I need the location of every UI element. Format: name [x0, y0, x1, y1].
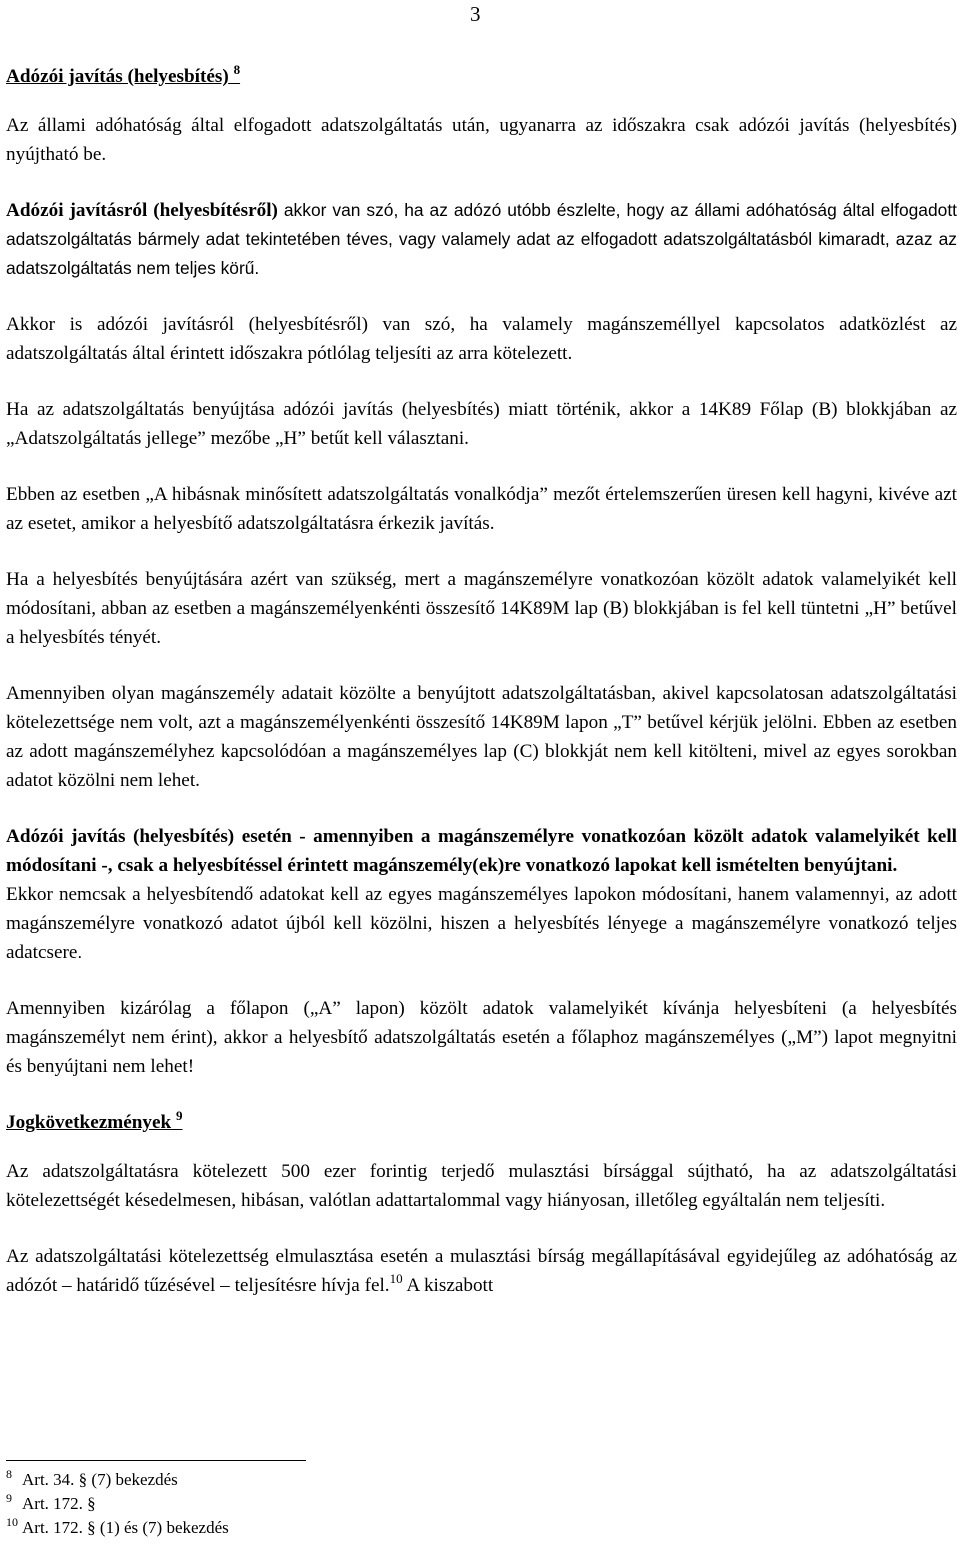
- heading-text: Jogkövetkezmények: [6, 1112, 172, 1133]
- paragraph: Ebben az esetben „A hibásnak minősített adatszolgáltatás vonalkódja” mezőt értelemszerűen üresen kell hagyni, kivéve azt az esetet, amikor a helyesbítő adatszolgáltatásra érkezik javítás.: [6, 484, 957, 534]
- footnote-text: Art. 172. §: [22, 1494, 96, 1513]
- paragraph: [6, 880, 957, 967]
- heading-text: Adózói javítás (helyesbítés): [6, 66, 229, 87]
- paragraph-text: Az adatszolgáltatási kötelezettség elmulasztása esetén a mulasztási bírság megállapításával egyidejűleg az adóhatóság az adózót – határidő tűzésével – teljesítésre hívja fel.: [6, 1246, 957, 1296]
- page-number: 3: [470, 2, 481, 26]
- footnotes: [6, 1468, 229, 1540]
- section-heading-consequences: [6, 1108, 957, 1137]
- paragraph: Az állami adóhatóság által elfogadott adatszolgáltatás után, ugyanarra az időszakra csak adózói javítás (helyesbítés) nyújtható be.: [6, 115, 957, 165]
- footnote: 8 Art. 34. § (7) bekezdés: [6, 1467, 178, 1489]
- footnote-ref: 8: [233, 62, 241, 77]
- paragraph: Az adatszolgáltatásra kötelezett 500 ezer forintig terjedő mulasztási bírsággal sújtható, ha az adatszolgáltatási kötelezettségét késedelmesen, hibásan, valótlan adattartalommal vagy hiányosan, illetőleg egyáltalán nem teljesíti.: [6, 1161, 957, 1211]
- bold-lead: Adózói javításról (helyesbítésről): [6, 200, 278, 221]
- footnote-text: Art. 172. § (1) és (7) bekezdés: [22, 1518, 229, 1537]
- paragraph: Amennyiben kizárólag a főlapon („A” lapon) közölt adatok valamelyikét kívánja helyesbíteni (a helyesbítés magánszemélyt nem érint), akkor a helyesbítő adatszolgáltatás esetén a főlaphoz magánszemélyes („M”) lapot megnyitni és benyújtani nem lehet!: [6, 998, 957, 1077]
- footnote-ref: 9: [176, 1108, 183, 1123]
- paragraph: [6, 1242, 957, 1300]
- document-body: [6, 62, 957, 1327]
- paragraph-text: Ekkor nemcsak a helyesbítendő adatokat kell az egyes magánszemélyes lapokon módosítani, hanem valamennyi, az adott magánszemélyre vonatkozó adatot újból kell közölni, hiszen a helyesbítés lényege a magánszemélyre vonatkozó teljes adatcsere: [6, 884, 957, 963]
- bold-paragraph: Adózói javítás (helyesbítés) esetén - amennyiben a magánszemélyre vonatkozóan közölt adatok valamelyikét kell módosítani -, csak a helyesbítéssel érintett magánszemély(ek)re vonatkozó lapokat kell ismételten benyújtani.: [6, 826, 957, 876]
- paragraph: [6, 196, 957, 283]
- paragraph: Ha az adatszolgáltatás benyújtása adózói javítás (helyesbítés) miatt történik, akkor a 14K89 Főlap (B) blokkjában az „Adatszolgáltatás jellege” mezőbe „H” betűt kell választani.: [6, 399, 957, 449]
- footnote: 10 Art. 172. § (1) és (7) bekezdés: [6, 1515, 229, 1537]
- footnote-ref: 10: [389, 1271, 403, 1286]
- paragraph: Amennyiben olyan magánszemély adatait közölte a benyújtott adatszolgáltatásban, akivel kapcsolatosan adatszolgáltatási kötelezettsége nem volt, azt a magánszemélyenkénti összesítő 14K89M lapon „T” betűvel kérjük jelölni. Ebben az esetben az adott magánszemélyhez kapcsolódóan a magánszemélyes lap (C) blokkját nem kell kitölteni, mivel az egyes sorokban adatot közölni nem lehet.: [6, 683, 957, 791]
- paragraph: Akkor is adózói javításról (helyesbítésről) van szó, ha valamely magánszeméllyel kapcsolatos adatközlést az adatszolgáltatás által érintett időszakra pótlólag teljesíti az arra kötelezett.: [6, 314, 957, 364]
- footnote-divider: [6, 1460, 306, 1461]
- footnote-text: Art. 34. § (7) bekezdés: [22, 1470, 178, 1489]
- paragraph: Ha a helyesbítés benyújtására azért van szükség, mert a magánszemélyre vonatkozóan közölt adatok valamelyikét kell módosítani, abban az esetben a magánszemélyenkénti összesítő 14K89M lap (B) blokkjában is fel kell tüntetni „H” betűvel a helyesbítés tényét.: [6, 569, 957, 648]
- section-heading-correction: [6, 62, 957, 91]
- footnote: 9 Art. 172. §: [6, 1491, 96, 1513]
- paragraph-text: akkor van szó, ha az adózó utóbb észlelte, hogy az állami adóhatóság által elfogadott adatszolgáltatás bármely adat tekintetében téves, vagy valamely adat az elfogadott adatszolgáltatásból kimaradt, azaz az adatszolgáltatás nem teljes körű.: [6, 200, 957, 278]
- paragraph-end: .: [77, 942, 83, 962]
- paragraph-tail: A kiszabott: [402, 1275, 494, 1296]
